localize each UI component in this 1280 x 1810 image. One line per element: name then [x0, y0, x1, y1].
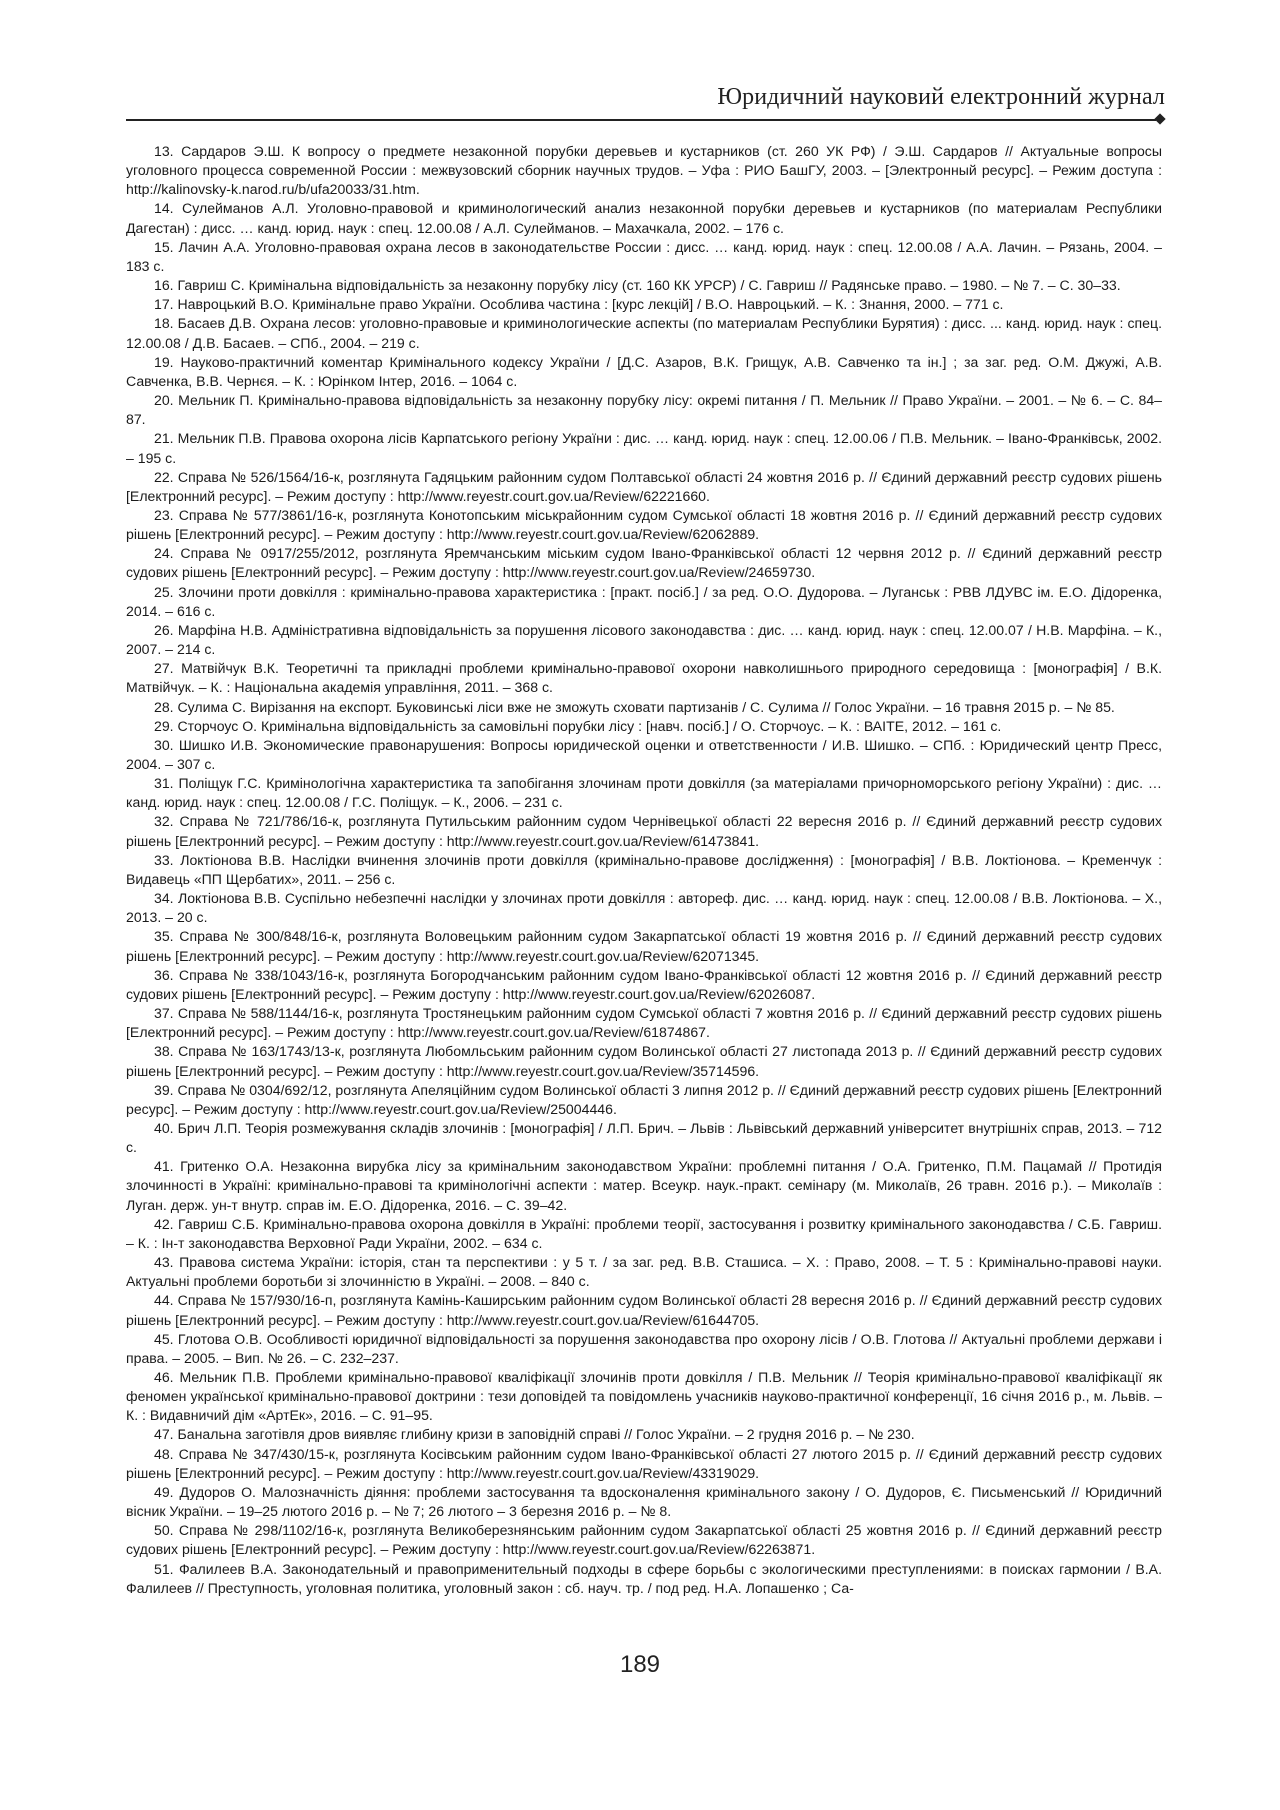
reference-item: 33. Локтіонова В.В. Наслідки вчинення злочинів проти довкілля (кримінально-правове дослідження) : [монографія] / В.В. Локтіонова. – Кременчук : Видавець «ПП Щербатих», 2011. – 256 с. [126, 851, 1162, 887]
reference-item: 14. Сулейманов А.Л. Уголовно-правовой и криминологический анализ незаконной порубки деревьев и кустарников (по материалам Республики Дагестан) : дисс. … канд. юрид. наук : спец. 12.00.08 / А.Л. Сулейманов. – Махачкала, 2002. – 176 с. [126, 200, 1162, 236]
reference-item: 19. Науково-практичний коментар Кримінального кодексу України / [Д.С. Азаров, В.К. Грищук, А.В. Савченко та ін.] ; за заг. ред. О.М. Джужі, А.В. Савченка, В.В. Чернєя. – К. : Юрінком Інтер, 2016. – 1064 с. [126, 353, 1162, 389]
reference-item: 41. Гритенко О.А. Незаконна вирубка лісу за кримінальним законодавством України: проблемні питання / О.А. Гритенко, П.М. Пацамай // Протидія злочинності в Україні: кримінально-правові та кримінологічні аспекти : матер. Всеукр. наук.-практ. семінару (м. Миколаїв, 26 травн. 2016 р.). – Миколаїв : Луган. держ. ун-т внутр. справ ім. Е.О. Дідоренка, 2016. – С. 39–42. [126, 1158, 1162, 1213]
reference-item: 36. Справа № 338/1043/16-к, розглянута Богородчанським районним судом Івано-Франківської області 12 жовтня 2016 р. // Єдиний державний реєстр судових рішень [Електронний ресурс]. – Режим доступу : http://www.reyestr.court.gov.ua/Review/62026087. [126, 966, 1162, 1002]
reference-item: 43. Правова система України: історія, стан та перспективи : у 5 т. / за заг. ред. В.В. Сташиса. – Х. : Право, 2008. – Т. 5 : Кримінально-правові науки. Актуальні проблеми боротьби зі злочинністю в Україні. – 2008. – 840 с. [126, 1254, 1162, 1290]
reference-item: 20. Мельник П. Кримінально-правова відповідальність за незаконну порубку лісу: окремі питання / П. Мельник // Право України. – 2001. – № 6. – С. 84–87. [126, 392, 1162, 428]
reference-item: 15. Лачин А.А. Уголовно-правовая охрана лесов в законодательстве России : дисс. … канд. юрид. наук : спец. 12.00.08 / А.А. Лачин. – Рязань, 2004. – 183 с. [126, 238, 1162, 274]
reference-item: 31. Поліщук Г.С. Кримінологічна характеристика та запобігання злочинам проти довкілля (за матеріалами причорноморського регіону України) : дис. … канд. юрид. наук : спец. 12.00.08 / Г.С. Поліщук. – К., 2006. – 231 с. [126, 775, 1162, 811]
reference-item: 37. Справа № 588/1144/16-к, розглянута Тростянецьким районним судом Сумської області 7 жовтня 2016 р. // Єдиний державний реєстр судових рішень [Електронний ресурс]. – Режим доступу : http://www.reyestr.court.gov.ua/Review/61874867. [126, 1005, 1162, 1041]
reference-item: 42. Гавриш С.Б. Кримінально-правова охорона довкілля в Україні: проблеми теорії, застосування і розвитку кримінального законодавства / С.Б. Гавриш. – К. : Ін-т законодавства Верховної Ради України, 2002. – 634 с. [126, 1215, 1162, 1251]
reference-item: 27. Матвійчук В.К. Теоретичні та прикладні проблеми кримінально-правової охорони навколишнього природного середовища : [монографія] / В.К. Матвійчук. – К. : Національна академія управління, 2011. – 368 с. [126, 660, 1162, 696]
reference-item: 30. Шишко И.В. Экономические правонарушения: Вопросы юридической оценки и ответственности / И.В. Шишко. – СПб. : Юридический центр Пресс, 2004. – 307 с. [126, 736, 1162, 772]
reference-item: 21. Мельник П.В. Правова охорона лісів Карпатського регіону України : дис. … канд. юрид. наук : спец. 12.00.06 / П.В. Мельник. – Івано-Франківськ, 2002. – 195 с. [126, 430, 1162, 466]
reference-item: 49. Дудоров О. Малозначність діяння: проблеми застосування та вдосконалення кримінального закону / О. Дудоров, Є. Письменський // Юридичний вісник України. – 19–25 лютого 2016 р. – № 7; 26 лютого – 3 березня 2016 р. – № 8. [126, 1483, 1162, 1520]
reference-item: 44. Справа № 157/930/16-п, розглянута Камінь-Каширським районним судом Волинської області 28 вересня 2016 р. // Єдиний державний реєстр судових рішень [Електронний ресурс]. – Режим доступу : http://www.reyestr.court.gov.ua/Review/61644705. [126, 1292, 1162, 1328]
reference-item: 48. Справа № 347/430/15-к, розглянута Косівським районним судом Івано-Франківської області 27 лютого 2015 р. // Єдиний державний реєстр судових рішень [Електронний ресурс]. – Режим доступу : http://www.reyestr.court.gov.ua/Review/43319029. [126, 1445, 1162, 1481]
reference-item: 16. Гавриш С. Кримінальна відповідальність за незаконну порубку лісу (ст. 160 КК УРСР) / С. Гавриш // Радянське право. – 1980. – № 7. – С. 30–33. [154, 277, 1121, 294]
page-number: 189 [619, 1651, 661, 1678]
reference-item: 22. Справа № 526/1564/16-к, розглянута Гадяцьким районним судом Полтавської області 24 жовтня 2016 р. // Єдиний державний реєстр судових рішень [Електронний ресурс]. – Режим доступу : http://www.reyestr.court.gov.ua/Review/62221660. [126, 468, 1162, 504]
reference-item: 17. Навроцький В.О. Кримінальне право України. Особлива частина : [курс лекцій] / В.О. Навроцький. – К. : Знання, 2000. – 771 с. [154, 296, 1004, 313]
reference-item: 13. Сардаров Э.Ш. К вопросу о предмете незаконной порубки деревьев и кустарников (ст. 260 УК РФ) / Э.Ш. Сардаров // Актуальные вопросы уголовного процесса современной России : межвузовский сборник научных трудов. – Уфа : РИО БашГУ, 2003. – [Электронный ресурс]. – Режим доступа : http://kalinovsky-k.narod.ru/b/ufa20033/31.htm. [126, 143, 1162, 198]
journal-title: Юридичний науковий електронний журнал [717, 84, 1165, 110]
reference-item: 34. Локтіонова В.В. Суспільно небезпечні наслідки у злочинах проти довкілля : автореф. дис. … канд. юрид. наук : спец. 12.00.08 / В.В. Локтіонова. – Х., 2013. – 20 с. [126, 890, 1162, 926]
reference-item: 25. Злочини проти довкілля : кримінально-правова характеристика : [практ. посіб.] / за ред. О.О. Дудорова. – Луганськ : РВВ ЛДУВС ім. Е.О. Дідоренка, 2014. – 616 с. [126, 583, 1162, 619]
reference-item: 29. Сторчоус О. Кримінальна відповідальність за самовільні порубки лісу : [навч. посіб.] / О. Сторчоус. – К. : ВАІТЕ, 2012. – 161 с. [154, 717, 1002, 734]
reference-item: 24. Справа № 0917/255/2012, розглянута Яремчанським міським судом Івано-Франківської області 12 червня 2012 р. // Єдиний державний реєстр судових рішень [Електронний ресурс]. – Режим доступу : http://www.reyestr.court.gov.ua/Review/24659730. [126, 545, 1162, 581]
reference-item: 45. Глотова О.В. Особливості юридичної відповідальності за порушення законодавства про охорону лісів / О.В. Глотова // Актуальні проблеми держави і права. – 2005. – Вип. № 26. – С. 232–237. [126, 1330, 1162, 1366]
reference-item: 51. Фалилеев В.А. Законодательный и правоприменительный подходы в сфере борьбы с экологическими преступлениями: в поисках гармонии / В.А. Фалилеев // Преступность, уголовная политика, уголовный закон : сб. науч. тр. / под ред. Н.А. Лопашенко ; Са- [126, 1560, 1162, 1596]
reference-item: 39. Справа № 0304/692/12, розглянута Апеляційним судом Волинської області 3 липня 2012 р. // Єдиний державний реєстр судових рішень [Електронний ресурс]. – Режим доступу : http://www.reyestr.court.gov.ua/Review/25004446. [126, 1081, 1162, 1117]
reference-item: 46. Мельник П.В. Проблеми кримінально-правової кваліфікації злочинів проти довкілля / П.В. Мельник // Теорія кримінально-правової кваліфікації як феномен української кримінально-правової доктрини : тези доповідей та повідомлень учасників науково-практичної конференції, 16 січня 2016 р., м. Львів. – К. : Видавничий дім «АртЕк», 2016. – С. 91–95. [126, 1369, 1162, 1424]
header-divider [126, 119, 1156, 121]
reference-item: 28. Сулима С. Вирізання на експорт. Буковинські ліси вже не зможуть сховати партизанів / С. Сулима // Голос України. – 16 травня 2015 р. – № 85. [154, 698, 1115, 715]
reference-item: 26. Марфіна Н.В. Адміністративна відповідальність за порушення лісового законодавства : дис. … канд. юрид. наук : спец. 12.00.07 / Н.В. Марфіна. – К., 2007. – 214 с. [126, 621, 1162, 658]
reference-item: 47. Банальна заготівля дров виявляє глибину кризи в заповідній справі // Голос України. – 2 грудня 2016 р. – № 230. [154, 1426, 915, 1443]
reference-item: 32. Справа № 721/786/16-к, розглянута Путильським районним судом Чернівецької області 22 вересня 2016 р. // Єдиний державний реєстр судових рішень [Електронний ресурс]. – Режим доступу : http://www.reyestr.court.gov.ua/Review/61473841. [126, 813, 1162, 849]
reference-item: 23. Справа № 577/3861/16-к, розглянута Конотопським міськрайонним судом Сумської області 18 жовтня 2016 р. // Єдиний державний реєстр судових рішень [Електронний ресурс]. – Режим доступу : http://www.reyestr.court.gov.ua/Review/62062889. [126, 506, 1162, 543]
reference-item: 18. Басаев Д.В. Охрана лесов: уголовно-правовые и криминологические аспекты (по материалам Республики Бурятия) : дисс. ... канд. юрид. наук : спец. 12.00.08 / Д.В. Басаев. – СПб., 2004. – 219 с. [126, 315, 1162, 351]
reference-list [126, 142, 1162, 1598]
reference-item: 38. Справа № 163/1743/13-к, розглянута Любомльським районним судом Волинської області 27 листопада 2013 р. // Єдиний державний реєстр судових рішень [Електронний ресурс]. – Режим доступу : http://www.reyestr.court.gov.ua/Review/35714596. [126, 1043, 1162, 1079]
reference-item: 40. Брич Л.П. Теорія розмежування складів злочинів : [монографія] / Л.П. Брич. – Львів : Львівський державний університет внутрішніх справ, 2013. – 712 с. [126, 1119, 1162, 1156]
reference-item: 35. Справа № 300/848/16-к, розглянута Воловецьким районним судом Закарпатської області 19 жовтня 2016 р. // Єдиний державний реєстр судових рішень [Електронний ресурс]. – Режим доступу : http://www.reyestr.court.gov.ua/Review/62071345. [126, 928, 1162, 964]
reference-item: 50. Справа № 298/1102/16-к, розглянута Великоберезнянським районним судом Закарпатської області 25 жовтня 2016 р. // Єдиний державний реєстр судових рішень [Електронний ресурс]. – Режим доступу : http://www.reyestr.court.gov.ua/Review/62263871. [126, 1522, 1162, 1558]
